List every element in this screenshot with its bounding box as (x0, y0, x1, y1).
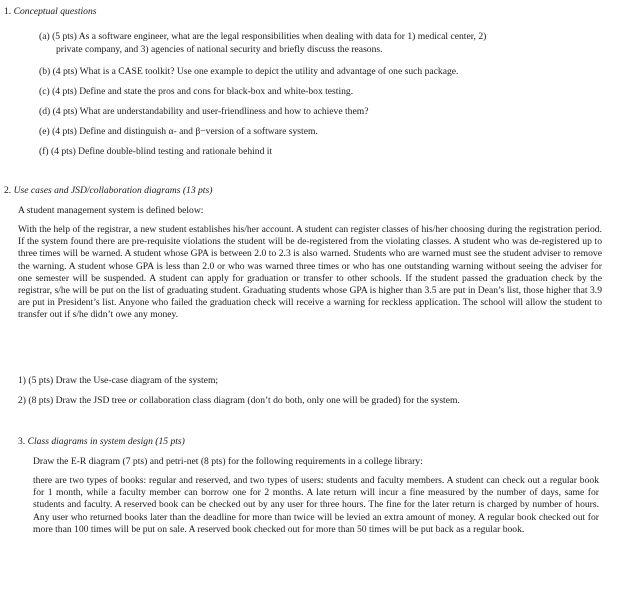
question-text: (5 pts) As a software engineer, what are the legal responsibilities when dealing with data for 1) medical center, 2) (52, 31, 487, 42)
question-1a-continued (56, 44, 383, 56)
question-label: (e) (39, 126, 50, 137)
question-text-end: collaboration class diagram (don’t do both, only one will be graded) for the system. (137, 395, 460, 406)
question-text: (4 pts) What is a CASE toolkit? Use one example to depict the utility and advantage of one such package. (52, 66, 459, 77)
question-text: (4 pts) Define and distinguish α- and β−version of a software system. (52, 126, 318, 137)
question-text: (4 pts) What are understandability and user-friendliness and how to achieve them? (52, 106, 369, 117)
question-label: (d) (39, 106, 51, 117)
section-1-heading (4, 6, 96, 18)
section-3-body: there are two types of books: regular and reserved, and two types of users: students and faculty members. A student can check out a regular book for 1 month, while a faculty member can borrow one for 2 months. A late return will incur a fine measured by the number of days, same for students and faculty. A reserved book can be checked out by any user for three hours. The fine for the later return is charged by number of hours. Any user who returned books later than the deadline for more than twice will be levied an extra amount of money. A regular book checked out for more than 100 times will be put on sale. A reserved book checked out for more than 50 times will be put back as a regular book. (33, 475, 599, 535)
question-text: (4 pts) Define double-blind testing and rationale behind it (51, 146, 273, 157)
section-3-title: Class diagrams in system design (15 pts) (27, 436, 185, 447)
question-label: (f) (39, 146, 49, 157)
question-1c (39, 86, 353, 98)
section-1-number: 1. (4, 6, 12, 17)
section-3-intro: Draw the E-R diagram (7 pts) and petri-net (8 pts) for the following requirements in a college library: (33, 456, 423, 467)
section-2-heading (4, 185, 212, 197)
question-1b (39, 66, 458, 78)
section-2-title: Use cases and JSD/collaboration diagrams (13 pts) (13, 185, 213, 196)
question-1a (39, 31, 486, 43)
question-1e (39, 126, 318, 138)
section-3-heading (18, 436, 185, 448)
question-label: (c) (39, 86, 50, 97)
section-2-body: With the help of the registrar, a new student establishes his/her account. A student can register classes of his/her choosing during the registration period. If the system found there are pre-requisite violations the student will be de-registered from the violating classes. A student who was de-registered up to three times will be warned. A student whose GPA is between 2.0 to 2.3 is also warned. Students who are warned must see the student adviser to remove the warning. A student whose GPA is less than 2.0 or who was warned three times or who has one outstanding warning without seeing the adviser for one semester will be suspended. A student can apply for graduation or transfer to other schools. If the student passed the graduation check by the registrar, s/he will be put on the list of graduating student. Graduating students whose GPA is higher than 3.5 are put in Dean’s list, those higher that 3.9 are put in President’s list. Anyone who failed the graduation check will receive a warning for reckless application. The school will allow the student to transfer out if s/he didn’t owe any money. (18, 224, 602, 321)
question-text-start: 2) (8 pts) Draw the JSD tree (18, 395, 129, 406)
section-3-number: 3. (18, 436, 26, 447)
section-1-title: Conceptual questions (13, 6, 97, 17)
question-text: (4 pts) Define and state the pros and cons for black-box and white-box testing. (52, 86, 354, 97)
section-2-question-2 (18, 395, 460, 407)
question-text: private company, and 3) agencies of national security and briefly discuss the reasons. (56, 44, 383, 55)
question-1f (39, 146, 272, 158)
question-1d (39, 106, 368, 118)
section-2-number: 2. (4, 185, 12, 196)
question-label: (a) (39, 31, 50, 42)
section-2-question-1: 1) (5 pts) Draw the Use-case diagram of the system; (18, 375, 219, 386)
emphasis-or: or (128, 395, 138, 406)
question-label: (b) (39, 66, 51, 77)
section-2-intro: A student management system is defined below: (18, 205, 204, 216)
